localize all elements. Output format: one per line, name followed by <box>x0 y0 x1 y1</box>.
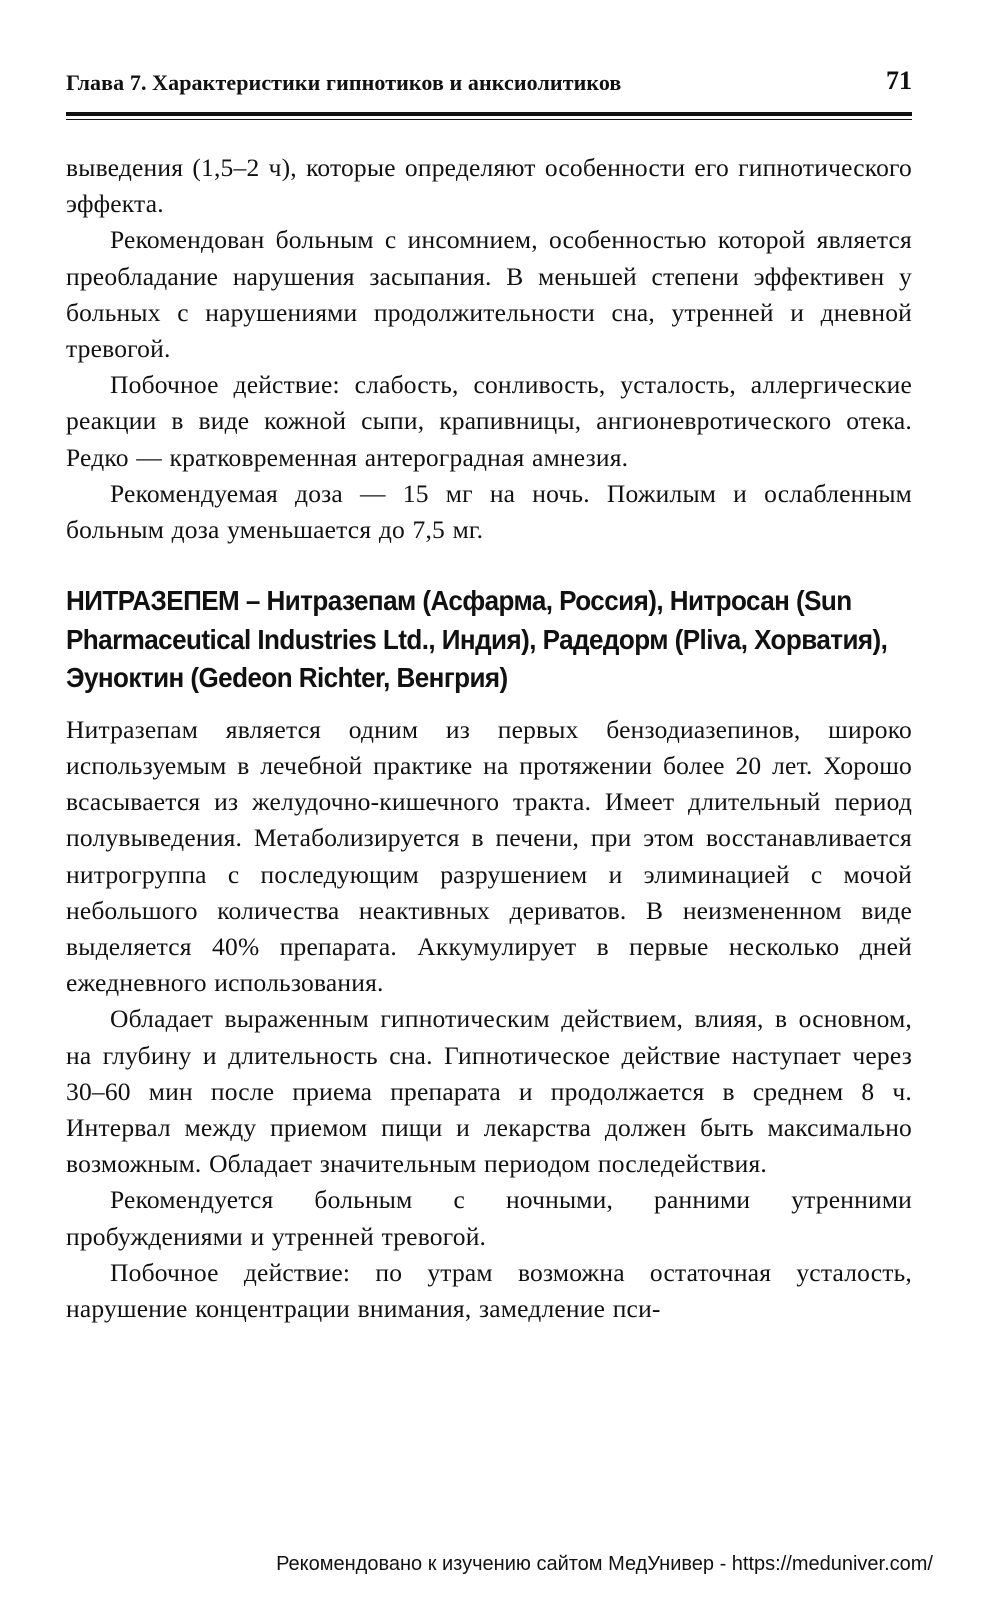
paragraph: Нитразепам является одним из первых бензодиазепинов, широко используемым в лечебной практике на протяжении более 20 лет. Хорошо всасывается из желудочно-кишечного тракта. Имеет длительный период полувыведения. Метаболизируется в печени, при этом восстанавливается нитрогруппа с последующим разрушением и элиминацией с мочой небольшого количества неактивных дериватов. В неизмененном виде выделяется 40% препарата. Аккумулирует в первые несколько дней ежедневного использования. <box>66 714 912 998</box>
running-header <box>66 66 912 106</box>
paragraph: Побочное действие: по утрам возможна остаточная усталость, нарушение концентрации внимания, замедление пси- <box>66 1257 912 1323</box>
paragraph: Побочное действие: слабость, сонливость, усталость, аллергические реакции в виде кожной сыпи, крапивницы, ангионевротического отека. Редко — кратковременная антероградная амнезия. <box>66 370 912 472</box>
page-body <box>66 150 912 1327</box>
paragraph: выведения (1,5–2 ч), которые определяют особенности его гипнотического эффекта. <box>66 153 912 219</box>
paragraph: Рекомендуется больным с ночными, ранними утренними пробуждениями и утренней тревогой. <box>66 1185 912 1251</box>
paragraph: Обладает выраженным гипнотическим действием, влияя, в основном, на глубину и длительность сна. Гипнотическое действие наступает через 30–60 мин после приема препарата и продолжается в среднем 8 ч. Интервал между приемом пищи и лекарства должен быть максимально возможным. Обладает значительным периодом последействия. <box>66 1004 912 1179</box>
header-rule-thin <box>66 119 912 120</box>
header-rule-thick <box>66 112 912 116</box>
footer-watermark: Рекомендовано к изучению сайтом МедУнивер - https://meduniver.com/ <box>276 1553 933 1575</box>
section-heading-nitrazepam: НИТРАЗЕПЕМ – Нитразепам (Асфарма, Россия), Нитросан (Sun Pharmaceutical Industries Ltd., Индия), Радедорм (Pliva, Хорватия), Эуноктин (Gedeon Richter, Венгрия) <box>66 585 888 694</box>
paragraph: Рекомендуемая доза — 15 мг на ночь. Пожилым и ослабленным больным доза уменьшается до 7,5 мг. <box>66 478 912 545</box>
page-number: 71 <box>886 66 912 95</box>
chapter-title: Глава 7. Характеристики гипнотиков и анксиолитиков <box>66 70 622 95</box>
paragraph: Рекомендован больным с инсомнием, особенностью которой является преобладание нарушения засыпания. В меньшей степени эффективен у больных с нарушениями продолжительности сна, утренней и дневной тревогой. <box>66 225 912 364</box>
